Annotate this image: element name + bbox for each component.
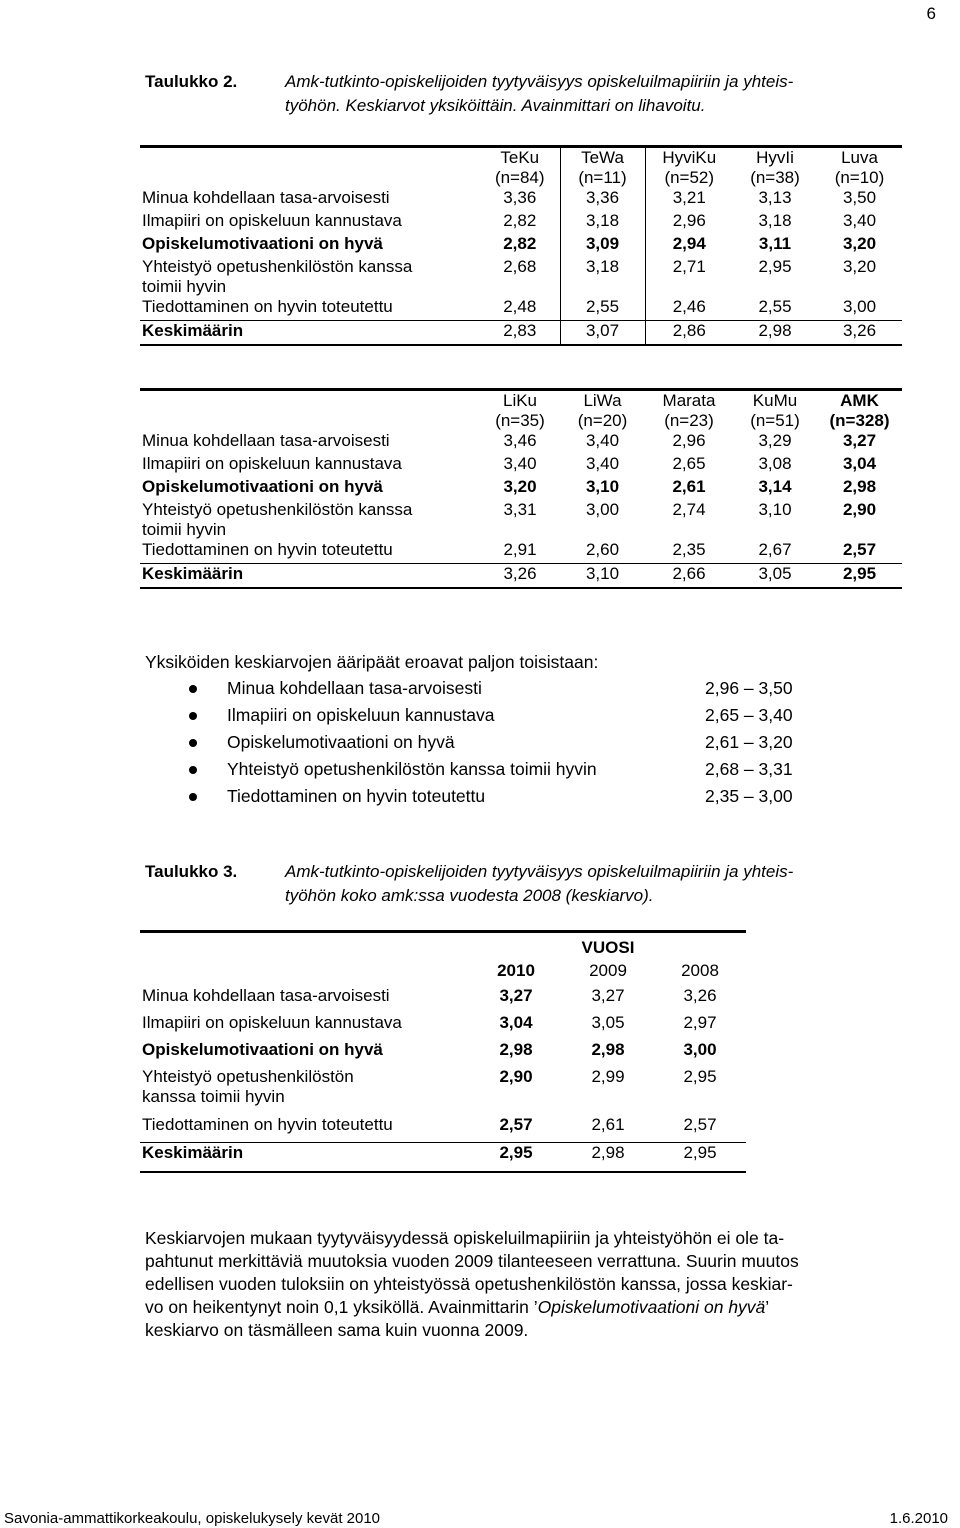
table-row: Minua kohdellaan tasa-arvoisesti 3,27 3,27 3,26 [142, 986, 717, 1005]
table-row: Minua kohdellaan tasa-arvoisesti 3,36 3,36 3,21 3,13 3,50 [140, 188, 902, 211]
year-group-header: VUOSI [581, 938, 635, 957]
unit-header-amk: AMK (n=328) [829, 391, 890, 430]
bullet-icon [189, 766, 197, 774]
table-row: Tiedottaminen on hyvin toteutettu 2,48 2,55 2,46 2,55 3,00 [140, 297, 902, 321]
unit-header: KuMu (n=51) [750, 391, 800, 430]
table2-part2-header-row [140, 390, 902, 432]
footer-left: Savonia-ammattikorkeakoulu, opiskelukysely kevät 2010 [4, 1510, 381, 1527]
unit-header: LiWa (n=20) [577, 391, 628, 430]
table-row: Yhteistyö opetushenkilöstön kanssa toimii hyvin 2,68 3,18 2,71 2,95 3,20 [142, 257, 877, 296]
table3-group-header-row [140, 932, 746, 962]
page-number: 6 [926, 4, 936, 23]
unit-header: HyvIi (n=38) [750, 148, 800, 187]
table-row-average: Keskimäärin 2,95 2,98 2,95 [140, 1143, 746, 1173]
unit-header: TeKu (n=84) [494, 148, 545, 187]
table-row: Yhteistyö opetushenkilöstön kanssa toimii hyvin 2,90 2,99 2,95 [142, 1067, 717, 1106]
table-row: Minua kohdellaan tasa-arvoisesti 3,46 3,40 2,96 3,29 3,27 [142, 431, 877, 450]
table3 [140, 930, 746, 1173]
year-header: 2008 [681, 961, 719, 980]
unit-header: Luva (n=10) [834, 148, 885, 187]
bullet-icon [189, 685, 197, 693]
table-row: Ilmapiiri on opiskeluun kannustava 2,82 3,18 2,96 3,18 3,40 [140, 211, 902, 234]
table-row: Ilmapiiri on opiskeluun kannustava 3,40 3,40 2,65 3,08 3,04 [142, 454, 877, 473]
table-row: Tiedottaminen on hyvin toteutettu 2,91 2,60 2,35 2,67 2,57 [140, 540, 902, 564]
table-row: Ilmapiiri on opiskeluun kannustava 3,04 3,05 2,97 [142, 1013, 717, 1032]
table3-label: Taulukko 3. [145, 862, 238, 881]
bullet-icon [189, 793, 197, 801]
table-row: Yhteistyö opetushenkilöstön kanssa toimii hyvin 3,31 3,00 2,74 3,10 2,90 [142, 500, 877, 539]
table2-caption [145, 70, 945, 118]
table2-caption-line1: Amk-tutkinto-opiskelijoiden tyytyväisyys opiskeluilmapiiriin ja yhteis- [285, 72, 794, 91]
unit-header: TeWa (n=11) [560, 147, 645, 189]
table2-part2 [140, 388, 902, 589]
footer-date: 1.6.2010 [889, 1510, 948, 1527]
table-row-key-metric: Opiskelumotivaationi on hyvä 3,20 3,10 2,61 3,14 2,98 [142, 477, 877, 496]
bullet-icon [189, 739, 197, 747]
table-row-key-metric: Opiskelumotivaationi on hyvä 2,98 2,98 3,00 [142, 1040, 717, 1059]
unit-header: LiKu (n=35) [495, 391, 545, 430]
table3-caption-line1: Amk-tutkinto-opiskelijoiden tyytyväisyys opiskeluilmapiiriin ja yhteis- [285, 862, 794, 881]
key-metric-name: Opiskelumotivaationi on hyvä [537, 1297, 766, 1317]
table-row-average: Keskimäärin 3,26 3,10 2,66 3,05 2,95 [140, 564, 902, 589]
table-row: Tiedottaminen on hyvin toteutettu 2,57 2,61 2,57 [140, 1115, 746, 1143]
table2-part1 [140, 145, 902, 346]
bullet-icon [189, 712, 197, 720]
table2-caption-line2: työhön. Keskiarvot yksiköittäin. Avainmittari on lihavoitu. [285, 96, 706, 115]
closing-paragraph: Keskiarvojen mukaan tyytyväisyydessä opiskeluilmapiiriin ja yhteistyöhön ei ole ta- pahtunut merkittäviä muutoksia vuoden 2009 tilanteeseen verrattuna. Suurin muutos edellisen vuoden tuloksiin on yhteistyössä opetushenkilöstön kanssa, jossa keskiar- vo on heikentynyt noin 0,1 yksiköllä. Avainmittarin ’Opiskelumotivaationi on hyvä’ keskiarvo on täsmälleen sama kuin vuonna 2009. [145, 1228, 799, 1340]
table3-caption [145, 860, 945, 908]
extremes-intro: Yksiköiden keskiarvojen ääripäät eroavat paljon toisistaan: [145, 652, 599, 672]
year-header: 2009 [589, 961, 627, 980]
table2-label: Taulukko 2. [145, 72, 238, 91]
unit-header: HyviKu (n=52) [645, 147, 733, 189]
table3-caption-line2: työhön koko amk:ssa vuodesta 2008 (keskiarvo). [285, 886, 654, 905]
table-row-key-metric: Opiskelumotivaationi on hyvä 2,82 3,09 2,94 3,11 3,20 [140, 234, 902, 257]
table2-part1-header-row [140, 147, 902, 189]
unit-header: Marata (n=23) [662, 391, 716, 430]
table-row-average: Keskimäärin 2,83 3,07 2,86 2,98 3,26 [140, 321, 902, 346]
table3-year-row [140, 961, 746, 986]
year-header: 2010 [497, 961, 535, 980]
